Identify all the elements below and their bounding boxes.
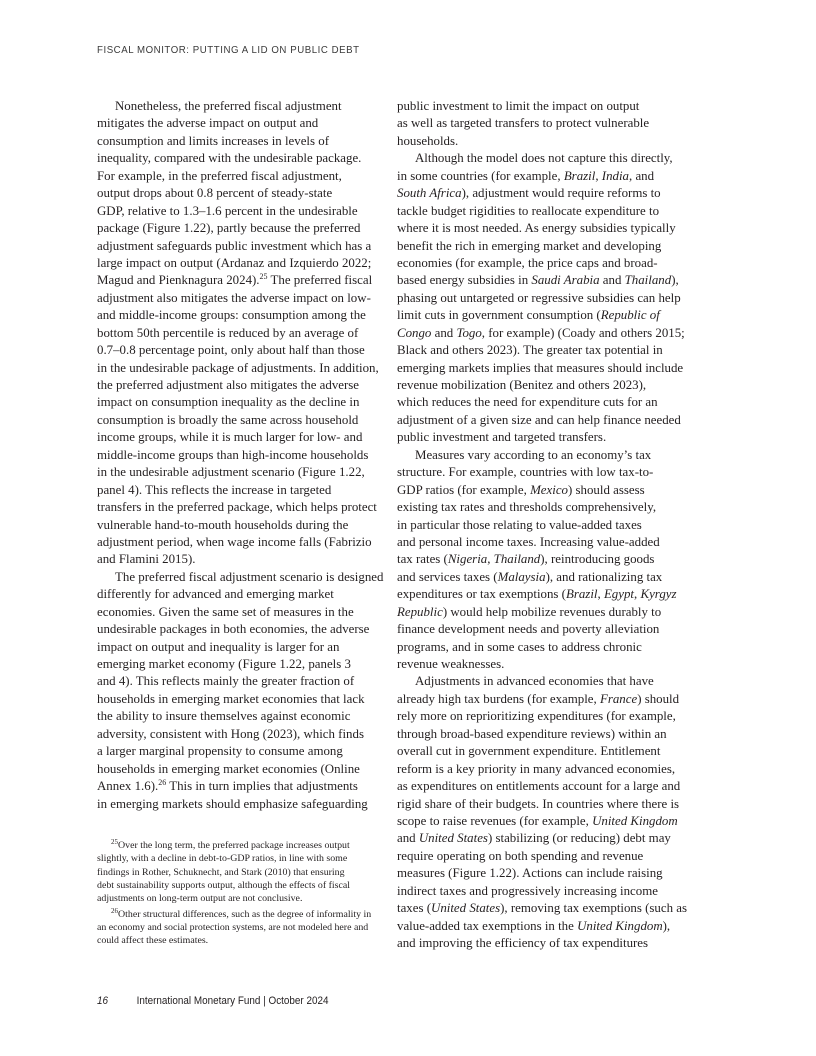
text-run: For example, in the preferred fiscal adjustment, <box>97 168 342 183</box>
footnote-ref: 25 <box>259 272 268 282</box>
text-run: vulnerable hand-to-mouth households during the <box>97 517 349 532</box>
text-run: benefit the rich in emerging market and developing <box>397 238 662 253</box>
text-run: ) stabilizing (or reducing) debt may <box>487 831 671 846</box>
text-run: reform is a key priority in many advanced economies, <box>397 761 676 776</box>
text-line <box>397 115 697 132</box>
text-run: and services taxes ( <box>397 569 498 584</box>
text-run: , for example) (Coady and others 2015; <box>481 325 685 340</box>
text-run: households in emerging market economies (Online <box>97 761 360 776</box>
text-line <box>397 150 697 167</box>
text-line <box>397 482 697 499</box>
text-line <box>97 517 387 534</box>
text-line <box>97 743 387 760</box>
text-line <box>97 921 387 934</box>
page-number: 16 <box>97 995 109 1007</box>
footnote-ref: 25 <box>111 838 118 846</box>
text-run: scope to raise revenues (for example, <box>397 813 593 828</box>
text-run: economies. Given the same set of measures in the <box>97 604 354 619</box>
text-run: based energy subsidies in <box>397 273 532 288</box>
text-run: adjustment also mitigates the adverse impact on low- <box>97 290 371 305</box>
text-line <box>397 935 697 952</box>
text-line <box>97 394 387 411</box>
text-run: , and <box>629 168 655 183</box>
text-line <box>97 447 387 464</box>
text-line <box>397 342 697 359</box>
text-run: existing tax rates and thresholds comprehensively, <box>397 500 657 515</box>
italic-text: Malaysia <box>497 569 546 584</box>
text-run: already high tax burdens (for example, <box>397 691 600 706</box>
text-line <box>397 534 697 551</box>
italic-text: Kyrgyz <box>640 587 677 602</box>
text-run: , <box>597 587 604 602</box>
right-column <box>397 98 697 952</box>
text-line <box>397 830 697 847</box>
text-run: impact on consumption inequality as the decline in <box>97 395 360 410</box>
text-run: could affect these estimates. <box>97 935 209 947</box>
italic-text: Saudi Arabia <box>531 273 600 288</box>
text-run: , <box>634 587 641 602</box>
text-run: an economy and social protection systems, are not modeled here and <box>97 922 369 934</box>
text-line <box>97 360 387 377</box>
text-run: tackle budget rigidities to reallocate expenditure to <box>397 203 660 218</box>
text-run: GDP ratios (for example, <box>397 482 531 497</box>
text-line <box>97 220 387 237</box>
text-run: households. <box>397 133 459 148</box>
text-run: impact on output and inequality is larger for an <box>97 639 340 654</box>
text-run: ), reintroducing goods <box>540 552 655 567</box>
text-run: Other structural differences, such as the degree of informality in <box>118 908 372 920</box>
text-run: ) should assess <box>568 482 645 497</box>
text-run: panel 4). This reflects the increase in targeted <box>97 482 332 497</box>
text-line <box>397 656 697 673</box>
text-line <box>397 796 697 813</box>
italic-text: India <box>601 168 629 183</box>
italic-text: Congo <box>397 325 432 340</box>
text-line <box>97 852 387 865</box>
text-line <box>397 604 697 621</box>
text-run: emerging market economy (Figure 1.22, panels 3 <box>97 657 351 671</box>
text-line <box>97 761 387 778</box>
text-run: output drops about 0.8 percent of steady-state <box>97 186 333 201</box>
text-line <box>97 429 387 446</box>
footnote-ref: 26 <box>158 778 167 788</box>
text-run: Although the model does not capture this directly, <box>415 151 673 166</box>
text-line <box>397 464 697 481</box>
text-line <box>97 342 387 359</box>
italic-text: Republic <box>397 604 443 619</box>
text-line <box>97 934 387 947</box>
text-line <box>97 325 387 342</box>
text-run: revenue mobilization (Benitez and others 2023), <box>397 378 647 392</box>
text-run: GDP, relative to 1.3–1.6 percent in the undesirable <box>97 203 358 218</box>
text-run: Over the long term, the preferred package increases output <box>118 840 350 851</box>
text-line <box>397 447 697 464</box>
text-line <box>97 586 387 603</box>
text-run: slightly, with a decline in debt-to-GDP ratios, in line with some <box>97 853 348 865</box>
text-run: transfers in the preferred package, which helps protect <box>97 500 377 515</box>
text-line <box>397 900 697 917</box>
text-run: public investment to limit the impact on output <box>397 99 640 113</box>
text-line <box>397 813 697 830</box>
text-run: expenditures or tax exemptions ( <box>397 587 566 602</box>
text-run: overall cut in government expenditure. Entitlement <box>397 744 661 759</box>
text-line <box>397 865 697 882</box>
text-run: Annex 1.6). <box>97 779 159 794</box>
text-line <box>97 656 387 673</box>
footnote-ref: 26 <box>111 906 118 915</box>
text-line <box>97 551 387 568</box>
text-line <box>397 621 697 638</box>
text-run: ), adjustment would require reforms to <box>461 186 661 201</box>
text-line <box>397 691 697 708</box>
text-line <box>97 778 387 795</box>
text-run: Magud and Pienknagura 2024). <box>97 273 260 288</box>
text-line <box>97 708 387 725</box>
text-line <box>97 691 387 708</box>
text-run: the ability to insure themselves against economic <box>97 709 351 724</box>
text-line <box>397 673 697 690</box>
text-run: adjustment of a given size and can help finance needed <box>397 412 681 427</box>
footnote-26 <box>97 908 387 948</box>
text-line <box>97 796 387 813</box>
text-line <box>97 879 387 892</box>
italic-text: United Kingdom <box>577 918 663 933</box>
italic-text: France <box>599 691 638 706</box>
text-run: ), removing tax exemptions (such as <box>500 901 687 916</box>
italic-text: Thailand <box>624 273 672 288</box>
text-run: in the undesirable package of adjustments. In addition, <box>97 360 379 375</box>
text-run: which reduces the need for expenditure cuts for an <box>397 395 658 410</box>
text-line <box>97 892 387 905</box>
text-line <box>97 238 387 255</box>
text-line <box>397 98 697 115</box>
text-run: adjustment safeguards public investment which has a <box>97 238 372 253</box>
text-line <box>97 377 387 394</box>
text-line <box>97 839 387 852</box>
text-run: ), and rationalizing tax <box>545 569 663 584</box>
text-run: , <box>487 552 494 567</box>
text-run: ), <box>662 918 671 933</box>
text-line <box>97 482 387 499</box>
text-run: consumption is broadly the same across household <box>97 412 359 427</box>
text-run: where it is most needed. As energy subsidies typically <box>397 221 676 236</box>
text-run: bottom 50th percentile is reduced by an average of <box>97 325 359 340</box>
text-line <box>97 168 387 185</box>
text-run: and <box>397 831 419 846</box>
italic-text: United Kingdom <box>592 813 678 828</box>
text-line <box>397 639 697 656</box>
italic-text: Brazil <box>565 587 598 602</box>
text-run: value-added tax exemptions in the <box>397 918 578 933</box>
running-header: FISCAL MONITOR: PUTTING A LID ON PUBLIC DEBT <box>97 44 360 56</box>
text-run: Black and others 2023). The greater tax potential in <box>397 343 663 358</box>
text-line <box>97 290 387 307</box>
text-run: tax rates ( <box>397 552 448 567</box>
text-line <box>97 673 387 690</box>
text-run: rely more on reprioritizing expenditures (for example, <box>397 709 676 724</box>
text-line <box>397 412 697 429</box>
text-run: Measures vary according to an economy’s tax <box>415 447 652 462</box>
text-run: finance development needs and poverty alleviation <box>397 622 660 637</box>
text-line <box>397 551 697 568</box>
italic-text: Egypt <box>603 587 635 602</box>
text-run: indirect taxes and progressively increasing income <box>397 883 658 898</box>
text-line <box>397 203 697 220</box>
text-line <box>397 848 697 865</box>
publication-info: International Monetary Fund | October 2024 <box>136 995 329 1007</box>
text-line <box>397 255 697 272</box>
text-line <box>97 726 387 743</box>
text-run: programs, and in some cases to address chronic <box>397 639 642 654</box>
text-run: revenue weaknesses. <box>397 657 505 671</box>
italic-text: Brazil <box>563 168 596 183</box>
text-run: emerging markets implies that measures should include <box>397 360 684 375</box>
text-line <box>397 726 697 743</box>
text-run: structure. For example, countries with low tax-to- <box>397 465 654 480</box>
text-run: adjustment period, when wage income falls (Fabrizio <box>97 534 372 549</box>
italic-text: United States <box>418 831 488 846</box>
text-line <box>97 412 387 429</box>
text-run: measures (Figure 1.22). Actions can include raising <box>397 866 663 881</box>
text-run: economies (for example, the price caps and broad- <box>397 255 658 270</box>
text-run: phasing out untargeted or regressive subsidies can help <box>397 290 681 305</box>
text-line <box>97 185 387 202</box>
text-line <box>397 290 697 307</box>
text-line <box>397 586 697 603</box>
text-run: and <box>599 273 625 288</box>
text-line <box>97 569 387 586</box>
text-run: , <box>595 168 602 183</box>
text-line <box>397 743 697 760</box>
footnotes <box>97 839 387 950</box>
text-line <box>397 499 697 516</box>
text-line <box>397 883 697 900</box>
text-run: and 4). This reflects mainly the greater fraction of <box>97 674 355 689</box>
text-line <box>97 464 387 481</box>
italic-text: Thailand <box>493 552 541 567</box>
text-line <box>97 639 387 656</box>
text-line <box>97 534 387 551</box>
text-run: and improving the efficiency of tax expenditures <box>397 936 649 950</box>
text-run: mitigates the adverse impact on output and <box>97 116 319 131</box>
text-line <box>397 708 697 725</box>
text-line <box>397 133 697 150</box>
text-run: in particular those relating to value-added taxes <box>397 517 642 532</box>
text-run: package (Figure 1.22), partly because the preferred <box>97 221 361 236</box>
text-line <box>97 115 387 132</box>
text-line <box>397 377 697 394</box>
text-run: The preferred fiscal <box>267 273 373 288</box>
text-line <box>97 255 387 272</box>
text-line <box>397 918 697 935</box>
italic-text: United States <box>431 901 501 916</box>
left-column <box>97 98 387 813</box>
text-line <box>97 133 387 150</box>
italic-text: Republic of <box>600 308 660 323</box>
text-run: and middle-income groups: consumption among the <box>97 308 366 323</box>
text-run: in some countries (for example, <box>397 168 564 183</box>
text-run: require operating on both spending and revenue <box>397 848 644 863</box>
text-run: in emerging markets should emphasize safeguarding <box>97 796 368 811</box>
text-line <box>397 238 697 255</box>
text-run: ) should <box>637 691 680 706</box>
text-run: and <box>431 325 457 340</box>
text-line <box>397 429 697 446</box>
text-run: the preferred adjustment also mitigates the adverse <box>97 378 360 392</box>
text-run: ) would help mobilize revenues durably to <box>442 604 662 619</box>
text-line <box>397 307 697 324</box>
text-line <box>397 272 697 289</box>
footnote-25 <box>97 839 387 906</box>
text-run: as well as targeted transfers to protect vulnerable <box>397 116 650 131</box>
text-run: The preferred fiscal adjustment scenario is designed <box>115 569 384 584</box>
text-run: findings in Rother, Schuknecht, and Stark (2010) that ensuring <box>97 866 345 878</box>
text-line <box>397 168 697 185</box>
text-run: through broad-based expenditure reviews) within an <box>397 726 667 741</box>
text-run: in the undesirable adjustment scenario (Figure 1.22, <box>97 465 365 480</box>
text-run: consumption and limits increases in levels of <box>97 133 329 148</box>
text-run: Adjustments in advanced economies that have <box>415 674 654 689</box>
text-line <box>97 604 387 621</box>
text-line <box>397 569 697 586</box>
text-run: as expenditures on entitlements account for a large and <box>397 779 681 794</box>
text-run: This in turn implies that adjustments <box>166 779 358 794</box>
text-line <box>97 150 387 167</box>
text-run: Nonetheless, the preferred fiscal adjustment <box>115 99 342 113</box>
text-line <box>397 761 697 778</box>
text-run: undesirable packages in both economies, the adverse <box>97 622 370 637</box>
text-line <box>397 778 697 795</box>
text-run: a larger marginal propensity to consume among <box>97 744 343 759</box>
text-line <box>97 307 387 324</box>
text-line <box>397 517 697 534</box>
italic-text: Mexico <box>530 482 568 497</box>
text-run: debt sustainability supports output, although the effects of fiscal <box>97 880 350 892</box>
text-line <box>397 360 697 377</box>
text-line <box>97 272 387 289</box>
text-run: differently for advanced and emerging market <box>97 587 334 602</box>
text-line <box>97 98 387 115</box>
text-line <box>397 185 697 202</box>
italic-text: Togo <box>456 325 482 340</box>
text-line <box>397 394 697 411</box>
text-run: public investment and targeted transfers. <box>397 430 607 445</box>
italic-text: South Africa <box>397 186 462 201</box>
text-run: income groups, while it is much larger for low- and <box>97 430 363 445</box>
text-run: ), <box>671 273 679 288</box>
text-line <box>97 499 387 516</box>
text-run: taxes ( <box>397 901 432 916</box>
text-run: households in emerging market economies that lack <box>97 691 365 706</box>
text-run: 0.7–0.8 percentage point, only about half than those <box>97 343 365 358</box>
page-footer <box>97 995 328 1007</box>
text-run: adversity, consistent with Hong (2023), which finds <box>97 726 364 741</box>
text-line <box>397 220 697 237</box>
text-run: and personal income taxes. Increasing value-added <box>397 534 660 549</box>
text-line <box>97 866 387 879</box>
text-line <box>97 908 387 921</box>
text-line <box>97 203 387 220</box>
text-run: large impact on output (Ardanaz and Izquierdo 2022; <box>97 255 372 270</box>
text-run: middle-income groups than high-income households <box>97 447 369 462</box>
text-run: inequality, compared with the undesirable package. <box>97 151 362 166</box>
italic-text: Nigeria <box>447 552 488 567</box>
text-line <box>97 621 387 638</box>
text-run: adjustments on long-term output are not conclusive. <box>97 893 303 905</box>
text-run: limit cuts in government consumption ( <box>397 308 601 323</box>
text-run: and Flamini 2015). <box>97 552 196 567</box>
text-line <box>397 325 697 342</box>
text-run: rigid share of their budgets. In countries where there is <box>397 796 680 811</box>
